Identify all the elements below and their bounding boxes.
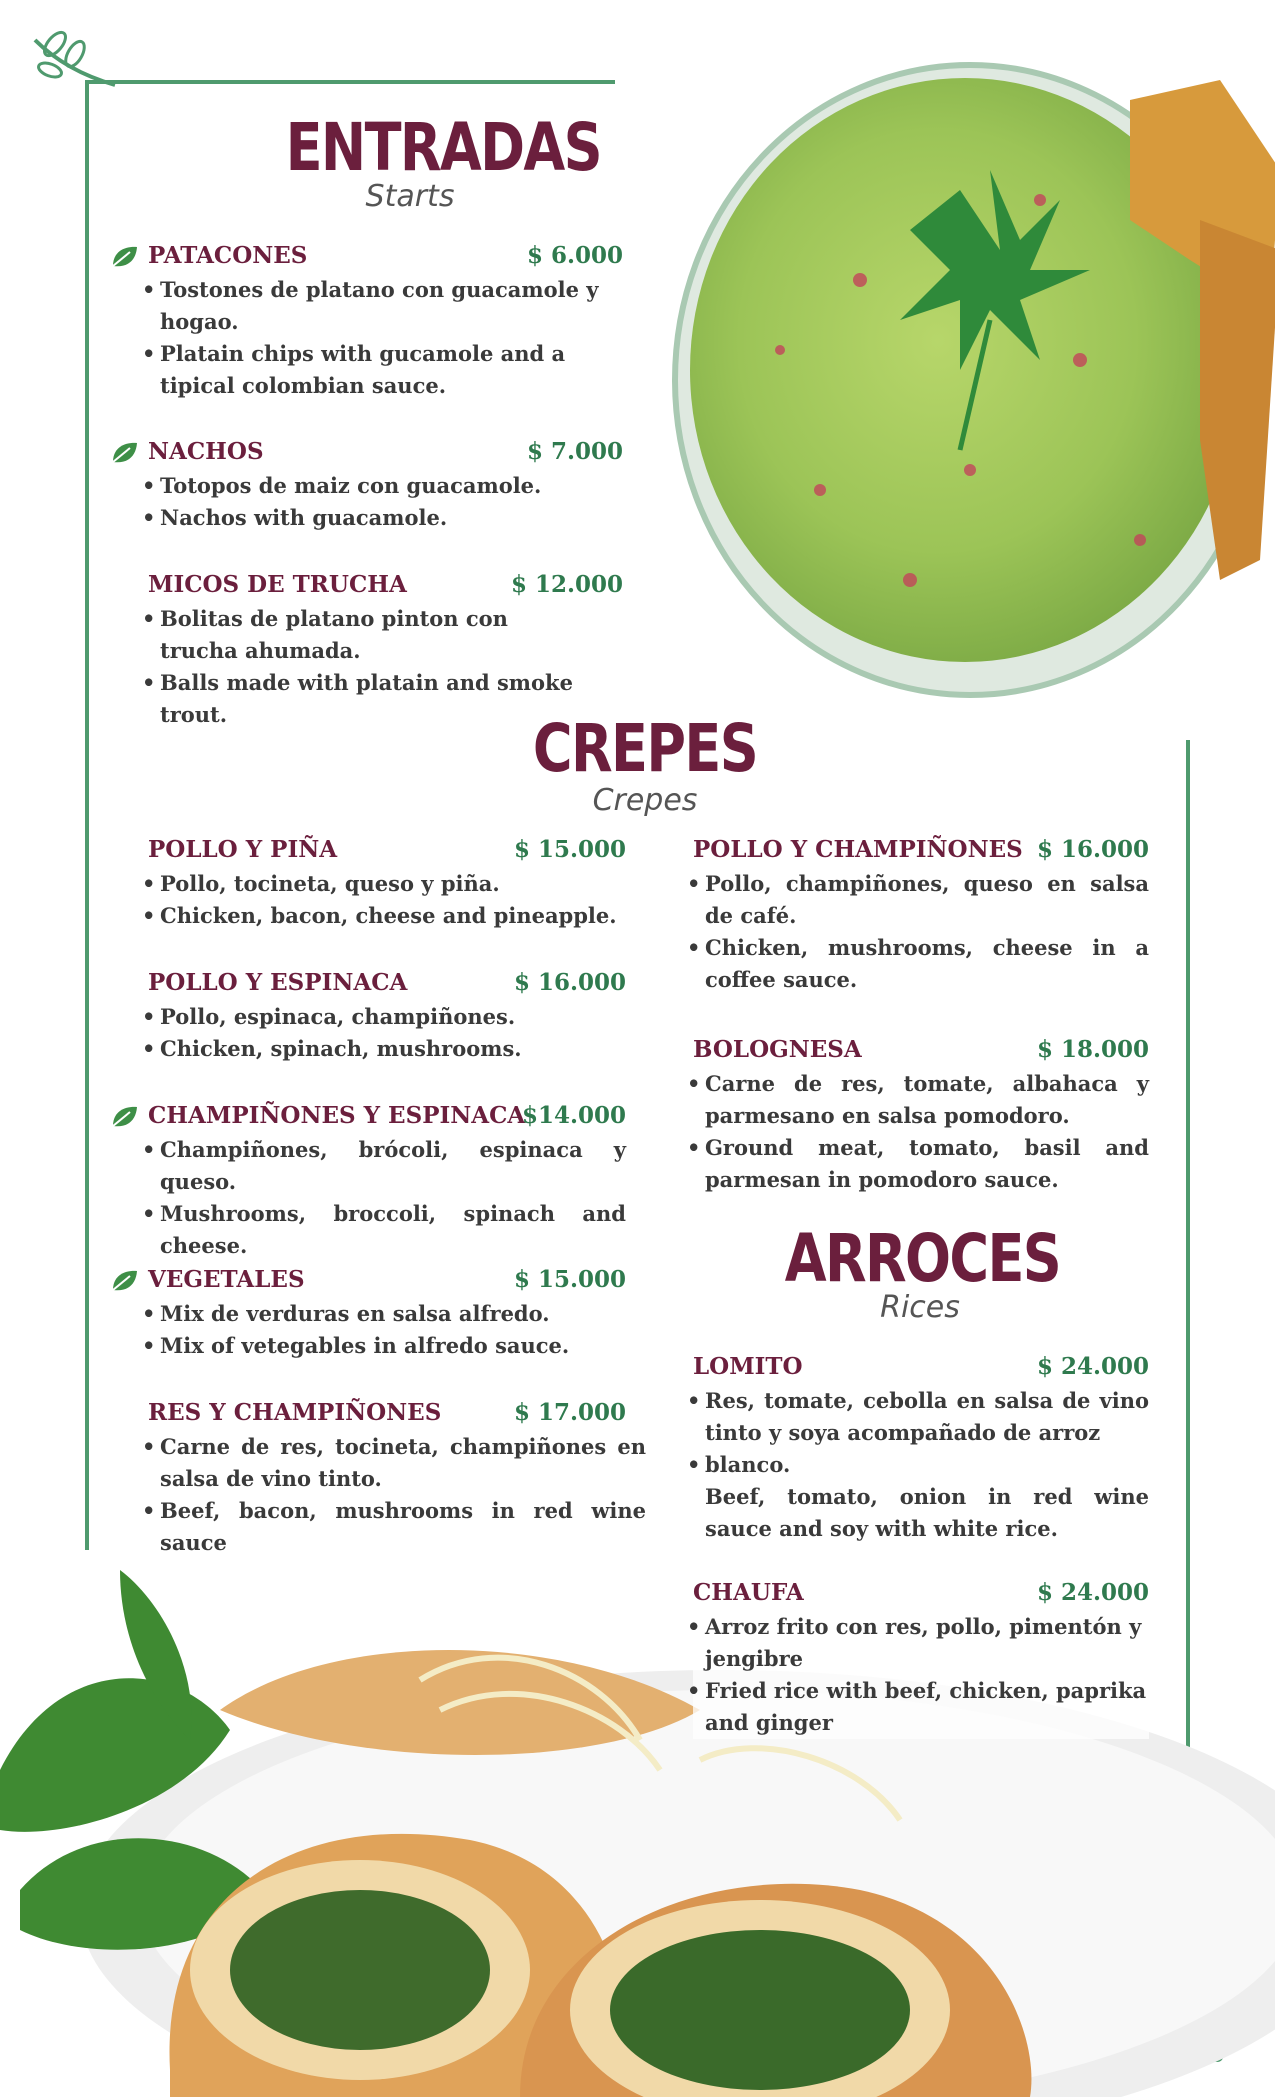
item-description-line: • Pollo, champiñones, queso en salsa de café. [693, 868, 1149, 932]
item-price: $ 7.000 [526, 438, 623, 465]
item-description-line: • Mix de verduras en salsa alfredo. [148, 1298, 626, 1330]
menu-item-pollo-y-espinaca [148, 969, 626, 1065]
menu-item-chaufa [693, 1579, 1149, 1739]
section-title-entradas: ENTRADAS [285, 109, 602, 186]
item-description-line: • Ground meat, tomato, basil and parmesan in pomodoro sauce. [693, 1132, 1149, 1196]
item-name: CHAMPIÑONES Y ESPINACA [148, 1102, 526, 1129]
item-description-line: • Totopos de maiz con guacamole. [148, 470, 623, 502]
item-price: $ 17.000 [513, 1399, 626, 1426]
item-price: $ 12.000 [510, 571, 623, 598]
section-title-arroces: ARROCES [784, 1220, 1061, 1297]
item-name: POLLO Y CHAMPIÑONES [693, 836, 1023, 863]
frame-top-line [85, 80, 615, 84]
item-description-line: • Pollo, tocineta, queso y piña. [148, 868, 626, 900]
item-price: $ 24.000 [1036, 1579, 1149, 1606]
item-name: BOLOGNESA [693, 1036, 862, 1063]
guacamole-photo [660, 20, 1275, 710]
section-title-crepes: CREPES [532, 710, 758, 787]
item-price: $ 15.000 [513, 836, 626, 863]
leaf-icon [110, 1104, 140, 1130]
item-price: $ 6.000 [526, 242, 623, 269]
menu-item-nachos [148, 438, 623, 534]
item-name: CHAUFA [693, 1579, 804, 1606]
item-description-line: • Nachos with guacamole. [148, 502, 623, 534]
item-name: MICOS DE TRUCHA [148, 571, 407, 598]
item-name: LOMITO [693, 1353, 803, 1380]
menu-item-micos-de-trucha [148, 571, 623, 731]
item-description-line: • Platain chips with gucamole and a tipical colombian sauce. [148, 338, 623, 402]
item-description-line: • Champiñones, brócoli, espinaca y queso. [148, 1134, 626, 1198]
item-price: $14.000 [521, 1102, 626, 1129]
leaf-icon [110, 244, 140, 270]
item-description-line: • Carne de res, tomate, albahaca y parmesano en salsa pomodoro. [693, 1068, 1149, 1132]
menu-item-pollo-y-pina [148, 836, 626, 932]
item-description-line: • Pollo, espinaca, champiñones. [148, 1001, 626, 1033]
item-description-line: • Carne de res, tocineta, champiñones en salsa de vino tinto. [148, 1431, 646, 1495]
section-subtitle-entradas: Starts [365, 179, 455, 214]
leaf-icon [110, 440, 140, 466]
menu-item-lomito [693, 1353, 1149, 1545]
item-description-line: • Chicken, mushrooms, cheese in a coffee sauce. [693, 932, 1149, 996]
section-subtitle-arroces: Rices [880, 1290, 960, 1325]
menu-item-patacones [148, 242, 623, 402]
frame-left-line [85, 80, 89, 1550]
item-price: $ 18.000 [1036, 1036, 1149, 1063]
item-description-line: • blanco. [693, 1449, 1149, 1481]
item-description-line: • Tostones de platano con guacamole y hogao. [148, 274, 623, 338]
item-description-line: • Bolitas de platano pinton con trucha ahumada. [148, 603, 578, 667]
item-name: NACHOS [148, 438, 264, 465]
item-description-line: • Chicken, spinach, mushrooms. [148, 1033, 626, 1065]
item-description-line: • Arroz frito con res, pollo, pimentón y jengibre [693, 1611, 1149, 1675]
item-description-line: • Fried rice with beef, chicken, paprika and ginger [693, 1675, 1149, 1739]
item-description-line: • Balls made with platain and smoke trout. [148, 667, 578, 731]
item-description-line: Beef, tomato, onion in red wine sauce and soy with white rice. [705, 1484, 1149, 1541]
item-price: $ 16.000 [1036, 836, 1149, 863]
menu-item-vegetales [148, 1266, 626, 1362]
item-description-line: • Chicken, bacon, cheese and pineapple. [148, 900, 626, 932]
item-price: $ 15.000 [513, 1266, 626, 1293]
menu-item-res-y-champinones [148, 1399, 646, 1559]
section-subtitle-crepes: Crepes [592, 783, 698, 818]
item-description-line: • Beef, bacon, mushrooms in red wine sauce [148, 1495, 646, 1559]
item-description-line: • Mushrooms, broccoli, spinach and cheese. [148, 1198, 626, 1262]
menu-item-bolognesa [693, 1036, 1149, 1196]
item-name: POLLO Y ESPINACA [148, 969, 408, 996]
menu-item-pollo-y-champinones [693, 836, 1149, 996]
leaf-icon [110, 1268, 140, 1294]
item-name: RES Y CHAMPIÑONES [148, 1399, 442, 1426]
item-price: $ 16.000 [513, 969, 626, 996]
item-description-line: • Res, tomate, cebolla en salsa de vino tinto y soya acompañado de arroz [693, 1385, 1149, 1449]
item-description-line: • Mix of vetegables in alfredo sauce. [148, 1330, 626, 1362]
item-name: POLLO Y PIÑA [148, 836, 338, 863]
item-name: VEGETALES [148, 1266, 305, 1293]
item-name: PATACONES [148, 242, 308, 269]
menu-item-champinones-y-espinaca [148, 1102, 626, 1262]
item-price: $ 24.000 [1036, 1353, 1149, 1380]
leaf-branch-icon [30, 30, 120, 100]
